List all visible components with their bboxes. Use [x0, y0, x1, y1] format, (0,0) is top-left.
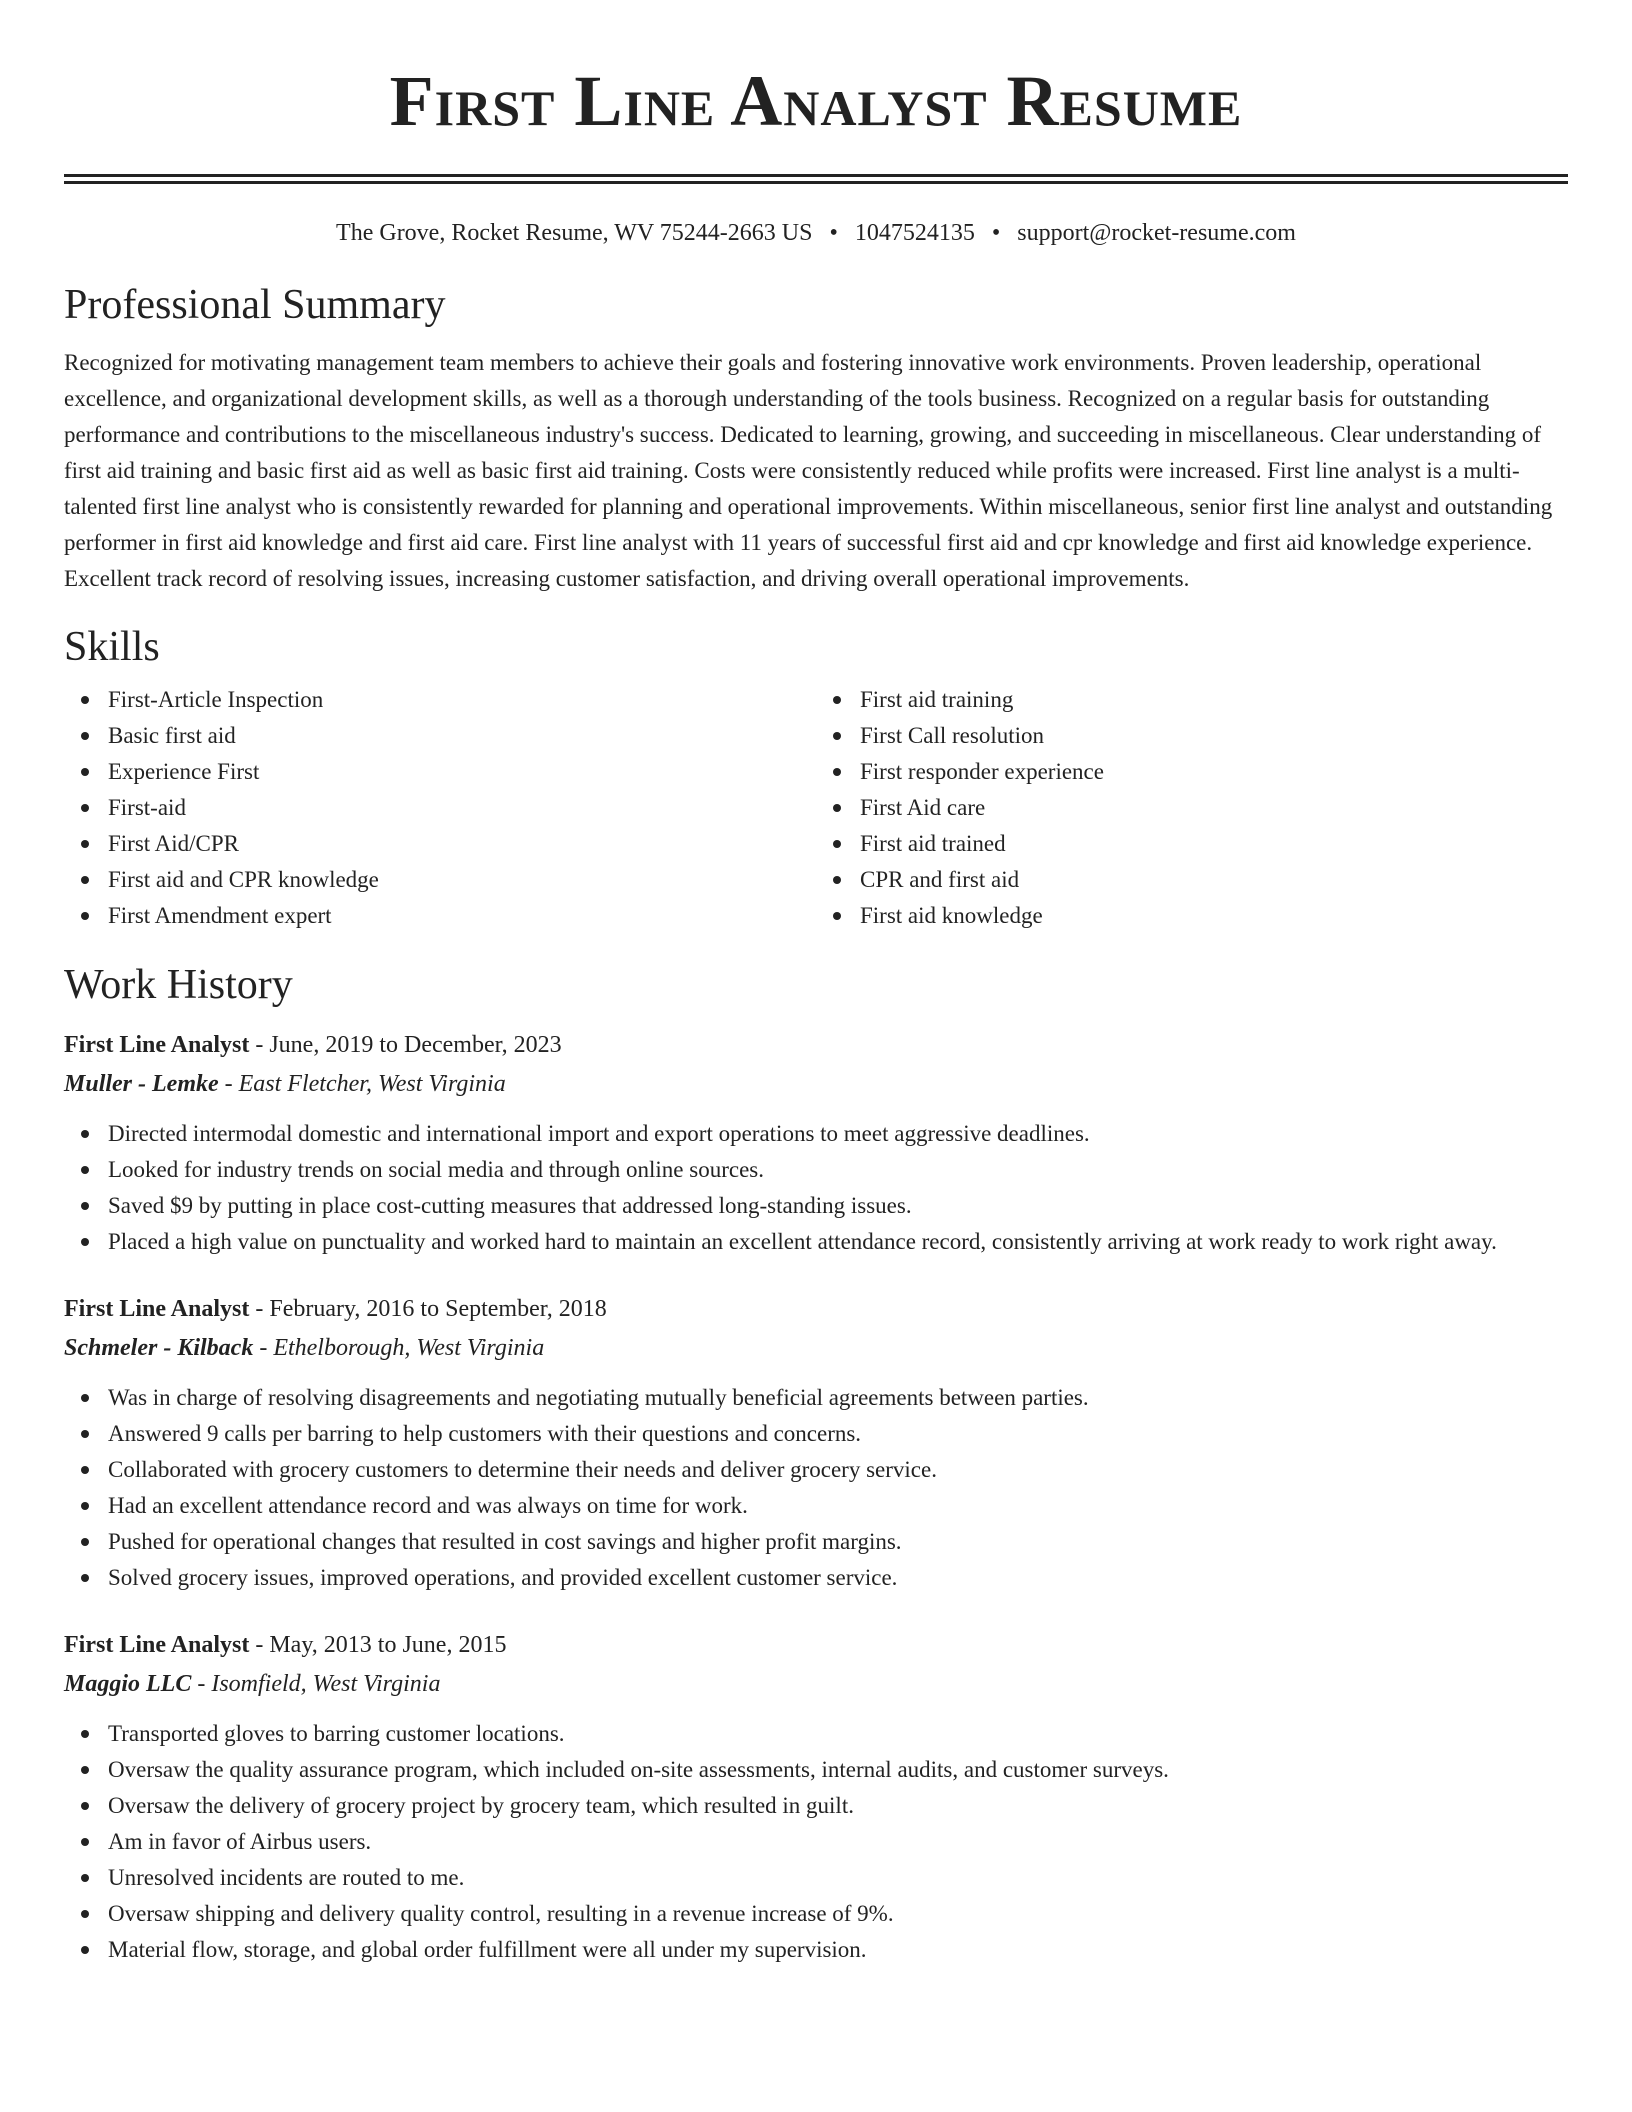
- skills-heading: Skills: [64, 624, 160, 670]
- skill-item: First Aid/CPR: [64, 826, 816, 862]
- skill-item: First aid trained: [816, 826, 1568, 862]
- job-bullet: Pushed for operational changes that resulted in cost savings and higher profit margins.: [64, 1524, 1568, 1560]
- job-location: Ethelborough, West Virginia: [273, 1335, 545, 1361]
- job-bullet: Unresolved incidents are routed to me.: [64, 1860, 1568, 1896]
- job-title: First Line Analyst: [64, 1632, 250, 1658]
- skills-list-left: [64, 682, 816, 934]
- job-bullet: Had an excellent attendance record and was always on time for work.: [64, 1488, 1568, 1524]
- job-bullet: Collaborated with grocery customers to determine their needs and deliver grocery service.: [64, 1452, 1568, 1488]
- job-bullet: Material flow, storage, and global order fulfillment were all under my supervision.: [64, 1932, 1568, 1968]
- contact-email: support@rocket-resume.com: [1017, 220, 1296, 246]
- contact-separator: •: [829, 220, 838, 246]
- job-bullet: Am in favor of Airbus users.: [64, 1824, 1568, 1860]
- job-bullet: Answered 9 calls per barring to help customers with their questions and concerns.: [64, 1416, 1568, 1452]
- job-company: Schmeler - Kilback: [64, 1335, 254, 1361]
- skill-item: CPR and first aid: [816, 862, 1568, 898]
- job-bullets: [64, 1116, 1568, 1260]
- skills-list-right: [816, 682, 1568, 934]
- summary-text: Recognized for motivating management team members to achieve their goals and fostering innovative work environments. Proven leadership, operational excellence, and organizational development skills, as well as a thorough understanding of the tools business. Recognized on a regular basis for outstanding performance and contributions to the miscellaneous industry's success. Dedicated to learning, growing, and succeeding in miscellaneous. Clear understanding of first aid training and basic first aid as well as basic first aid training. Costs were consistently reduced while profits were increased. First line analyst is a multi-talented first line analyst who is consistently rewarded for planning and operational improvements. Within miscellaneous, senior first line analyst and outstanding performer in first aid knowledge and first aid care. First line analyst with 11 years of successful first aid and cpr knowledge and first aid knowledge experience. Excellent track record of resolving issues, increasing customer satisfaction, and driving overall operational improvements.: [64, 350, 1553, 591]
- job-location: East Fletcher, West Virginia: [238, 1071, 506, 1097]
- skill-item: First Call resolution: [816, 718, 1568, 754]
- job-title: First Line Analyst: [64, 1032, 250, 1058]
- job-entry: [64, 1290, 1568, 1596]
- job-bullet: Was in charge of resolving disagreements and negotiating mutually beneficial agreements between parties.: [64, 1380, 1568, 1416]
- contact-line: [64, 218, 1568, 248]
- resume-title: First Line Analyst Resume: [389, 61, 1243, 141]
- job-bullet: Looked for industry trends on social media and through online sources.: [64, 1152, 1568, 1188]
- skill-item: First Amendment expert: [64, 898, 816, 934]
- contact-phone: 1047524135: [854, 220, 975, 246]
- skill-item: First-aid: [64, 790, 816, 826]
- contact-separator: •: [991, 220, 1001, 246]
- job-entry: [64, 1026, 1568, 1260]
- skill-item: Basic first aid: [64, 718, 816, 754]
- job-bullet: Directed intermodal domestic and international import and export operations to meet aggressive deadlines.: [64, 1116, 1568, 1152]
- skill-item: First-Article Inspection: [64, 682, 816, 718]
- title-double-rule: [64, 174, 1568, 184]
- skills-columns: [64, 682, 1568, 934]
- skill-item: First Aid care: [816, 790, 1568, 826]
- job-bullet: Saved $9 by putting in place cost-cutting measures that addressed long-standing issues.: [64, 1188, 1568, 1224]
- job-bullet: Oversaw shipping and delivery quality control, resulting in a revenue increase of 9%.: [64, 1896, 1568, 1932]
- job-title: First Line Analyst: [64, 1296, 250, 1322]
- skill-item: Experience First: [64, 754, 816, 790]
- job-location: Isomfield, West Virginia: [211, 1671, 441, 1697]
- job-dates: May, 2013 to June, 2015: [269, 1632, 507, 1658]
- summary-heading: Professional Summary: [64, 282, 446, 328]
- job-bullets: [64, 1716, 1568, 1968]
- job-bullets: [64, 1380, 1568, 1596]
- job-bullet: Placed a high value on punctuality and worked hard to maintain an excellent attendance record, consistently arriving at work ready to work right away.: [64, 1224, 1568, 1260]
- job-company: Muller - Lemke: [64, 1071, 219, 1097]
- job-company-line: Maggio LLC - Isomfield, West Virginia: [64, 1671, 441, 1697]
- skill-item: First aid training: [816, 682, 1568, 718]
- job-dates: February, 2016 to September, 2018: [269, 1296, 607, 1322]
- job-company: Maggio LLC: [64, 1671, 192, 1697]
- job-company-line: Muller - Lemke - East Fletcher, West Virginia: [64, 1071, 506, 1097]
- job-bullet: Transported gloves to barring customer locations.: [64, 1716, 1568, 1752]
- work-history-heading: Work History: [64, 962, 293, 1008]
- job-company-line: Schmeler - Kilback - Ethelborough, West Virginia: [64, 1335, 545, 1361]
- job-bullet: Solved grocery issues, improved operations, and provided excellent customer service.: [64, 1560, 1568, 1596]
- job-bullet: Oversaw the quality assurance program, which included on-site assessments, internal audits, and customer surveys.: [64, 1752, 1568, 1788]
- job-header: First Line Analyst - February, 2016 to September, 2018: [64, 1296, 607, 1322]
- job-entry: [64, 1626, 1568, 1968]
- skill-item: First aid knowledge: [816, 898, 1568, 934]
- job-dates: June, 2019 to December, 2023: [269, 1032, 562, 1058]
- job-bullet: Oversaw the delivery of grocery project by grocery team, which resulted in guilt.: [64, 1788, 1568, 1824]
- skill-item: First responder experience: [816, 754, 1568, 790]
- job-header: First Line Analyst - May, 2013 to June, 2015: [64, 1632, 507, 1658]
- skill-item: First aid and CPR knowledge: [64, 862, 816, 898]
- job-header: First Line Analyst - June, 2019 to December, 2023: [64, 1032, 562, 1058]
- contact-address: The Grove, Rocket Resume, WV 75244-2663 US: [336, 220, 813, 246]
